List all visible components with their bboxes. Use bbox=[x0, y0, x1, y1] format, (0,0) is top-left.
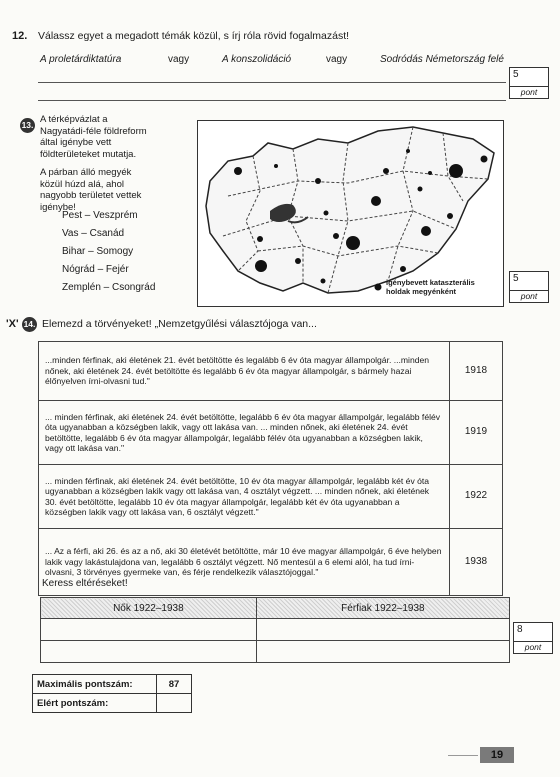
map-dot bbox=[333, 233, 339, 239]
score-box-q14[interactable] bbox=[513, 622, 553, 654]
topic-2: A konszolidáció bbox=[222, 54, 292, 65]
score-box-q12[interactable] bbox=[509, 67, 549, 99]
score-max: 8 bbox=[517, 624, 523, 635]
compare-table bbox=[40, 597, 510, 663]
law-text: ... minden férfinak, aki életének 24. évét betöltötte, 10 év óta magyar állampolgár, legalább két év óta ugyanabban a községben lakik vagy ott lakása van, 4 osztályt végzett. ... minden nőnek, aki életének 30. évét betöltötte, legalább 10 év óta magyar állampolgár, legalább két év óta ugyanabban a községben lakik vagy ott lakása van, 6 osztályt végzett." bbox=[39, 465, 450, 529]
answer-line bbox=[38, 82, 506, 83]
score-box-q13[interactable] bbox=[509, 271, 549, 303]
map-dot bbox=[406, 149, 410, 153]
map-dot bbox=[418, 187, 423, 192]
score-max: 5 bbox=[513, 273, 519, 284]
answer-line bbox=[38, 100, 506, 101]
map-dot bbox=[324, 211, 329, 216]
map-dot bbox=[481, 156, 488, 163]
legend-dot bbox=[375, 284, 382, 291]
compare-header-men: Férfiak 1922–1938 bbox=[256, 598, 509, 619]
law-table bbox=[38, 341, 503, 596]
page-number: 19 bbox=[480, 747, 514, 763]
achieved-points-value[interactable] bbox=[157, 694, 192, 713]
law-year: 1919 bbox=[450, 401, 503, 465]
max-points-label: Maximális pontszám: bbox=[33, 675, 157, 694]
topic-3: Sodródás Németország felé bbox=[380, 54, 504, 65]
law-text: ... Az a férfi, aki 26. és az a nő, aki 30 életévét betöltötte, már 10 éve magyar állampolgár, 6 éve helyben lakik vagy lakástulajdona van, legalább 6 osztályt végzett. Nő mentesül a 6 elemi alól, ha tud írni-olvasni, 3 törvényes gyermeke van, és férje rendelkezik választójoggal." bbox=[39, 529, 450, 596]
or-label: vagy bbox=[326, 54, 348, 65]
map-dot bbox=[400, 266, 406, 272]
law-row bbox=[39, 465, 503, 529]
question-13-intro: A térképvázlat a Nagyatádi-féle földreform által igénybe vett földterületeket mutatja. bbox=[40, 114, 147, 160]
question-14-badge: 14. bbox=[22, 317, 37, 332]
map-dot bbox=[447, 213, 453, 219]
map-dot bbox=[346, 236, 360, 250]
score-unit: pont bbox=[514, 641, 552, 652]
map-dot bbox=[383, 168, 389, 174]
law-text: ...minden férfinak, aki életének 21. évét betöltötte és legalább 6 év óta magyar állampolgár. ...minden nőnek, aki életének 24. évét betöltötte és legalább 6 év óta magyar állampolgár, s bármely hazai élőnyelven írni-olvasni tud." bbox=[39, 342, 450, 401]
topic-1: A proletárdiktatúra bbox=[40, 54, 122, 65]
difficulty-mark: 'X' bbox=[6, 318, 19, 330]
map-dot bbox=[421, 226, 431, 236]
county-pair[interactable]: Bihar – Somogy bbox=[62, 246, 134, 257]
map-dot bbox=[274, 164, 278, 168]
score-unit: pont bbox=[510, 290, 548, 301]
question-12-instruction: Válassz egyet a megadott témák közül, s írj róla rövid fogalmazást! bbox=[38, 30, 350, 42]
hungary-map bbox=[197, 120, 504, 307]
question-13-task: A párban álló megyék közül húzd alá, ahol nagyobb területet vettek igénybe! bbox=[40, 167, 142, 213]
map-dot bbox=[449, 164, 463, 178]
or-label: vagy bbox=[168, 54, 190, 65]
map-dot bbox=[428, 171, 432, 175]
county-pair[interactable]: Vas – Csanád bbox=[62, 228, 125, 239]
map-dot bbox=[234, 167, 242, 175]
score-max: 5 bbox=[513, 69, 519, 80]
question-13-badge: 13. bbox=[20, 118, 35, 133]
achieved-points-label: Elért pontszám: bbox=[33, 694, 157, 713]
county-pairs bbox=[62, 207, 155, 297]
compare-header-women: Nők 1922–1938 bbox=[41, 598, 257, 619]
compare-prompt: Keress eltéréseket! bbox=[42, 578, 128, 589]
county-pair[interactable]: Nógrád – Fejér bbox=[62, 264, 129, 275]
map-dot bbox=[371, 196, 381, 206]
law-year: 1918 bbox=[450, 342, 503, 401]
map-dot bbox=[255, 260, 267, 272]
law-year: 1922 bbox=[450, 465, 503, 529]
law-row bbox=[39, 401, 503, 465]
max-points-value: 87 bbox=[157, 675, 192, 694]
score-unit: pont bbox=[510, 86, 548, 97]
compare-cell[interactable] bbox=[256, 641, 509, 663]
question-13-text bbox=[40, 114, 152, 213]
compare-cell[interactable] bbox=[41, 641, 257, 663]
compare-cell[interactable] bbox=[256, 619, 509, 641]
county-pair[interactable]: Pest – Veszprém bbox=[62, 210, 138, 221]
question-14-instruction: Elemezd a törvényeket! „Nemzetgyűlési választójoga van... bbox=[42, 318, 317, 330]
question-12-number: 12. bbox=[12, 30, 28, 42]
law-year: 1938 bbox=[450, 529, 503, 596]
compare-cell[interactable] bbox=[41, 619, 257, 641]
country-outline bbox=[206, 127, 494, 293]
map-dot bbox=[295, 258, 301, 264]
law-text: ... minden férfinak, aki életének 24. évét betöltötte, legalább 6 év óta magyar állampolgár, legalább félév óta ugyanabban a községben lakik, vagy ott lakása van. ... minden nőnek, aki életének 24. évét betöltötte, legalább 6 év óta magyar állampolgár, legalább félév óta ugyanabban a községben lakik, vagy ott lakása van." bbox=[39, 401, 450, 465]
map-dot bbox=[315, 178, 321, 184]
map-dot bbox=[321, 279, 326, 284]
footer-rule bbox=[448, 755, 478, 756]
map-legend: igénybevett kataszterális holdak megyénként bbox=[386, 278, 475, 296]
law-row bbox=[39, 342, 503, 401]
map-dot bbox=[257, 236, 263, 242]
points-summary bbox=[32, 674, 192, 713]
county-pair[interactable]: Zemplén – Csongrád bbox=[62, 282, 156, 293]
